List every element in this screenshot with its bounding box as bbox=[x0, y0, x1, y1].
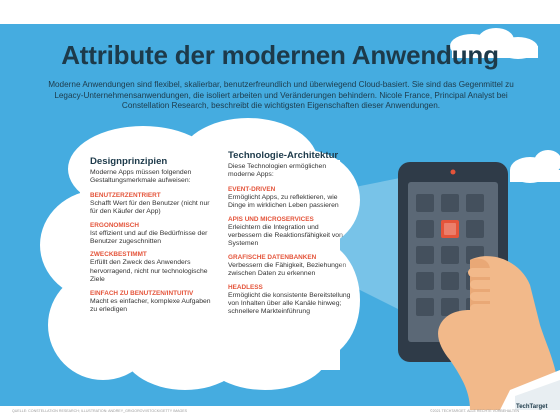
design-intro: Moderne Apps müssen folgenden Gestaltungsmerkmale aufweisen: bbox=[90, 169, 192, 185]
tech-item-heading: GRAFISCHE DATENBANKEN bbox=[228, 253, 317, 261]
tech-title: Technologie-Architektur bbox=[228, 150, 339, 161]
design-item-text: Schafft Wert für den Benutzer (nicht nur für den Käufer der App) bbox=[90, 199, 210, 216]
tech-intro: Diese Technologien ermöglichen moderne Apps: bbox=[228, 163, 327, 179]
design-item-text: Erfüllt den Zweck des Anwenders hervorragend, nicht nur technologische Ziele bbox=[90, 259, 208, 284]
tech-item-heading: HEADLESS bbox=[228, 283, 263, 291]
tech-item-text: Ermöglicht Apps, zu reflektieren, wie Dinge im wirklichen Leben passieren bbox=[228, 193, 339, 210]
design-item-text: Macht es einfacher, komplexe Aufgaben zu erledigen bbox=[90, 297, 211, 314]
cloud-icon bbox=[510, 150, 560, 183]
design-item bbox=[90, 222, 216, 247]
tech-item-text: Verbessern die Fähigkeit, Beziehungen zwischen Daten zu erkennen bbox=[228, 261, 347, 278]
techtarget-logo: TechTarget bbox=[516, 404, 548, 410]
design-item bbox=[90, 192, 216, 217]
tech-item-heading: APIS UND MICROSERVICES bbox=[228, 215, 314, 223]
intro-text: Moderne Anwendungen sind flexibel, skalierbar, benutzerfreundlich und überwiegend Cloud-basiert. Sie sind das Gegenmittel zu Legacy-Unternehmensanwendungen, die isoliert arbeiten und Veränderungen behindern. Nicole France, Principal Analyst bei Constellation Research, beschreibt die wichtigsten Eigenschaften dieser Anwendungen. bbox=[48, 80, 514, 111]
design-item bbox=[90, 290, 216, 315]
tech-item-heading: EVENT-DRIVEN bbox=[228, 185, 276, 193]
design-item-heading: ERGONOMISCH bbox=[90, 221, 139, 229]
tech-item-text: Ermöglicht die konsistente Bereitstellung von Inhalten über alle Kanäle hinweg; schnellere Markteinführung bbox=[228, 291, 351, 316]
design-item-heading: ZWECKBESTIMMT bbox=[90, 251, 147, 259]
page-title: Attribute der modernen Anwendung bbox=[61, 40, 499, 70]
footer-source: QUELLE: CONSTELLATION RESEARCH; ILLUSTRATION: ANDREY_GRIGOROV/ISTOCK/GETTY IMAGES bbox=[12, 409, 188, 413]
footer-copyright: ©2021 TECHTARGET. ALLE RECHTE VORBEHALTEN bbox=[430, 409, 520, 413]
phone-camera bbox=[451, 170, 456, 175]
design-item bbox=[90, 251, 216, 284]
design-item-heading: BENUTZERZENTRIERT bbox=[90, 191, 161, 199]
phone-in-hand-illustration bbox=[320, 110, 560, 410]
design-principles-section bbox=[90, 156, 216, 319]
design-item-text: Ist effizient und auf die Bedürfnisse der Benutzer zugeschnitten bbox=[90, 229, 208, 246]
design-item-heading: EINFACH ZU BENUTZEN/INTUITIV bbox=[90, 289, 194, 297]
tech-item-text: Erleichtern die Integration und verbessern die Reaktionsfähigkeit von Systemen bbox=[228, 223, 343, 248]
design-title: Designprinzipien bbox=[90, 156, 168, 167]
